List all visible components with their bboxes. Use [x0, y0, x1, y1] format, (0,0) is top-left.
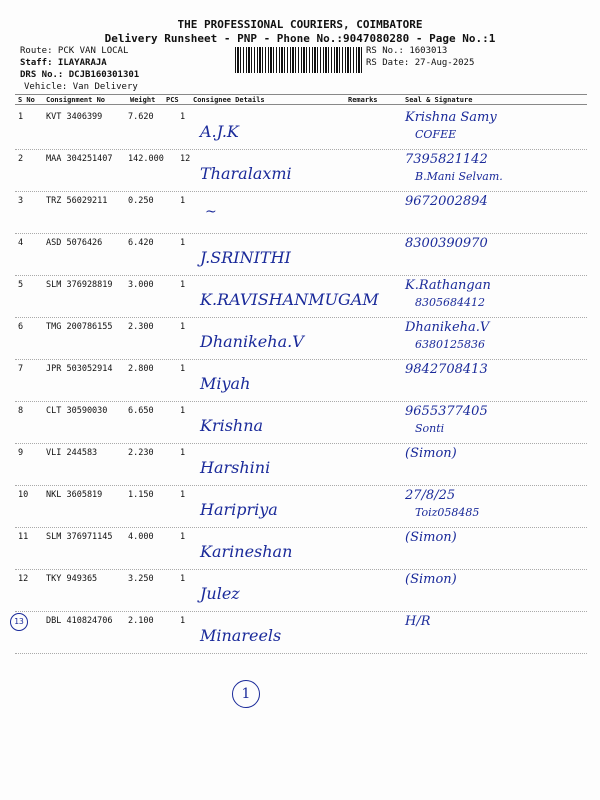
row-seal-handwritten-2: Toiz058485 — [415, 506, 480, 519]
row-consignment: SLM 376928819 — [46, 280, 113, 290]
row-weight: 2.230 — [128, 448, 154, 458]
row-seal-handwritten-2: 6380125836 — [415, 338, 485, 351]
row-seal-handwritten: K.Rathangan — [405, 278, 491, 293]
row-sno: 4 — [18, 238, 24, 248]
staff-label: Staff: ILAYARAJA — [20, 58, 107, 68]
row-seal-handwritten-2: COFEE — [415, 128, 457, 141]
col-header-consignee: Consignee Details — [193, 96, 265, 104]
row-consignment: ASD 5076426 — [46, 238, 103, 248]
rs-number: RS No.: 1603013 — [366, 46, 448, 56]
row-pcs: 1 — [180, 490, 186, 500]
row-consignee-handwritten: Tharalaxmi — [200, 164, 292, 183]
row-pcs: 1 — [180, 196, 186, 206]
row-seal-handwritten: (Simon) — [405, 572, 457, 587]
row-divider — [15, 401, 587, 402]
row-divider — [15, 485, 587, 486]
row-sno-circled: 13 — [10, 613, 28, 631]
row-consignee-scribble: ~ — [205, 204, 217, 220]
row-seal-handwritten: 9655377405 — [405, 404, 488, 419]
row-consignment: JPR 503052914 — [46, 364, 113, 374]
row-weight: 1.150 — [128, 490, 154, 500]
row-weight: 142.000 — [128, 154, 164, 164]
row-weight: 2.800 — [128, 364, 154, 374]
row-consignee-handwritten: A.J.K — [200, 122, 239, 141]
row-consignment: CLT 30590030 — [46, 406, 108, 416]
row-seal-handwritten: 9842708413 — [405, 362, 488, 377]
row-weight: 6.650 — [128, 406, 154, 416]
row-sno: 7 — [18, 364, 24, 374]
route-label: Route: PCK VAN LOCAL — [20, 46, 129, 56]
row-seal-handwritten: 27/8/25 — [405, 488, 456, 503]
row-seal-handwritten: Krishna Samy — [405, 110, 497, 125]
row-consignment: TKY 949365 — [46, 574, 98, 584]
row-pcs: 1 — [180, 448, 186, 458]
row-divider — [15, 317, 587, 318]
table-top-rule — [15, 94, 587, 95]
row-sno: 8 — [18, 406, 24, 416]
row-weight: 4.000 — [128, 532, 154, 542]
row-pcs: 1 — [180, 322, 186, 332]
row-consignee-handwritten: Dhanikeha.V — [200, 332, 304, 351]
row-consignment: KVT 3406399 — [46, 112, 103, 122]
row-consignment: SLM 376971145 — [46, 532, 113, 542]
row-consignee-handwritten: Haripriya — [200, 500, 278, 519]
col-header-consignment: Consignment No — [46, 96, 106, 104]
row-weight: 2.100 — [128, 616, 154, 626]
row-pcs: 1 — [180, 532, 186, 542]
row-divider — [15, 569, 587, 570]
row-seal-handwritten: Dhanikeha.V — [405, 320, 490, 335]
table-header-rule — [15, 104, 587, 105]
row-pcs: 1 — [180, 406, 186, 416]
row-divider — [15, 443, 587, 444]
row-consignee-handwritten: Krishna — [200, 416, 264, 435]
row-pcs: 1 — [180, 238, 186, 248]
row-divider — [15, 611, 587, 612]
row-consignee-handwritten: J.SRINITHI — [200, 248, 291, 267]
row-pcs: 1 — [180, 280, 186, 290]
rs-date: RS Date: 27-Aug-2025 — [366, 58, 475, 68]
row-weight: 3.250 — [128, 574, 154, 584]
page-number-mark: 1 — [232, 680, 260, 708]
row-sno: 11 — [18, 532, 29, 542]
row-seal-handwritten-2: 8305684412 — [415, 296, 485, 309]
row-consignment: TMG 200786155 — [46, 322, 113, 332]
col-header-seal: Seal & Signature — [405, 96, 473, 104]
row-divider — [15, 233, 587, 234]
row-divider — [15, 149, 587, 150]
row-sno: 12 — [18, 574, 29, 584]
row-seal-handwritten: 9672002894 — [405, 194, 488, 209]
row-weight: 0.250 — [128, 196, 154, 206]
row-sno: 1 — [18, 112, 24, 122]
row-weight: 6.420 — [128, 238, 154, 248]
row-seal-handwritten-2: Sonti — [415, 422, 445, 435]
row-consignment: NKL 3605819 — [46, 490, 103, 500]
row-seal-handwritten: 8300390970 — [405, 236, 488, 251]
col-header-remarks: Remarks — [348, 96, 378, 104]
row-weight: 3.000 — [128, 280, 154, 290]
row-consignment: DBL 410824706 — [46, 616, 113, 626]
row-seal-handwritten-2: B.Mani Selvam. — [415, 170, 503, 183]
row-pcs: 1 — [180, 574, 186, 584]
row-divider — [15, 653, 587, 654]
runsheet-title: Delivery Runsheet - PNP - Phone No.:9047080280 - Page No.:1 — [104, 32, 496, 45]
col-header-pcs: PCS — [166, 96, 179, 104]
row-consignee-handwritten: Miyah — [200, 374, 251, 393]
row-consignment: TRZ 56029211 — [46, 196, 108, 206]
row-weight: 7.620 — [128, 112, 154, 122]
row-consignee-handwritten: Minareels — [200, 626, 282, 645]
row-seal-handwritten: (Simon) — [405, 530, 457, 545]
row-pcs: 1 — [180, 112, 186, 122]
row-pcs: 1 — [180, 616, 186, 626]
row-consignment: VLI 244583 — [46, 448, 98, 458]
drs-label: DRS No.: DCJB160301301 — [20, 70, 140, 80]
row-sno: 9 — [18, 448, 24, 458]
row-consignee-handwritten: Karineshan — [200, 542, 293, 561]
row-sno: 3 — [18, 196, 24, 206]
row-divider — [15, 191, 587, 192]
barcode — [235, 47, 363, 73]
row-divider — [15, 275, 587, 276]
row-pcs: 1 — [180, 364, 186, 374]
row-seal-handwritten: H/R — [405, 614, 431, 629]
row-consignee-handwritten: K.RAVISHANMUGAM — [200, 290, 379, 309]
row-consignment: MAA 304251407 — [46, 154, 113, 164]
row-sno: 10 — [18, 490, 29, 500]
row-seal-handwritten: 7395821142 — [405, 152, 488, 167]
row-seal-handwritten: (Simon) — [405, 446, 457, 461]
row-sno: 6 — [18, 322, 24, 332]
vehicle-label: Vehicle: Van Delivery — [24, 82, 138, 92]
row-divider — [15, 527, 587, 528]
row-sno: 5 — [18, 280, 24, 290]
col-header-sno: S No — [18, 96, 35, 104]
row-divider — [15, 359, 587, 360]
col-header-weight: Weight — [130, 96, 156, 104]
row-sno: 2 — [18, 154, 24, 164]
row-weight: 2.300 — [128, 322, 154, 332]
row-pcs: 12 — [180, 154, 191, 164]
row-consignee-handwritten: Julez — [200, 584, 240, 603]
row-consignee-handwritten: Harshini — [200, 458, 271, 477]
company-title: THE PROFESSIONAL COURIERS, COIMBATORE — [177, 18, 423, 31]
